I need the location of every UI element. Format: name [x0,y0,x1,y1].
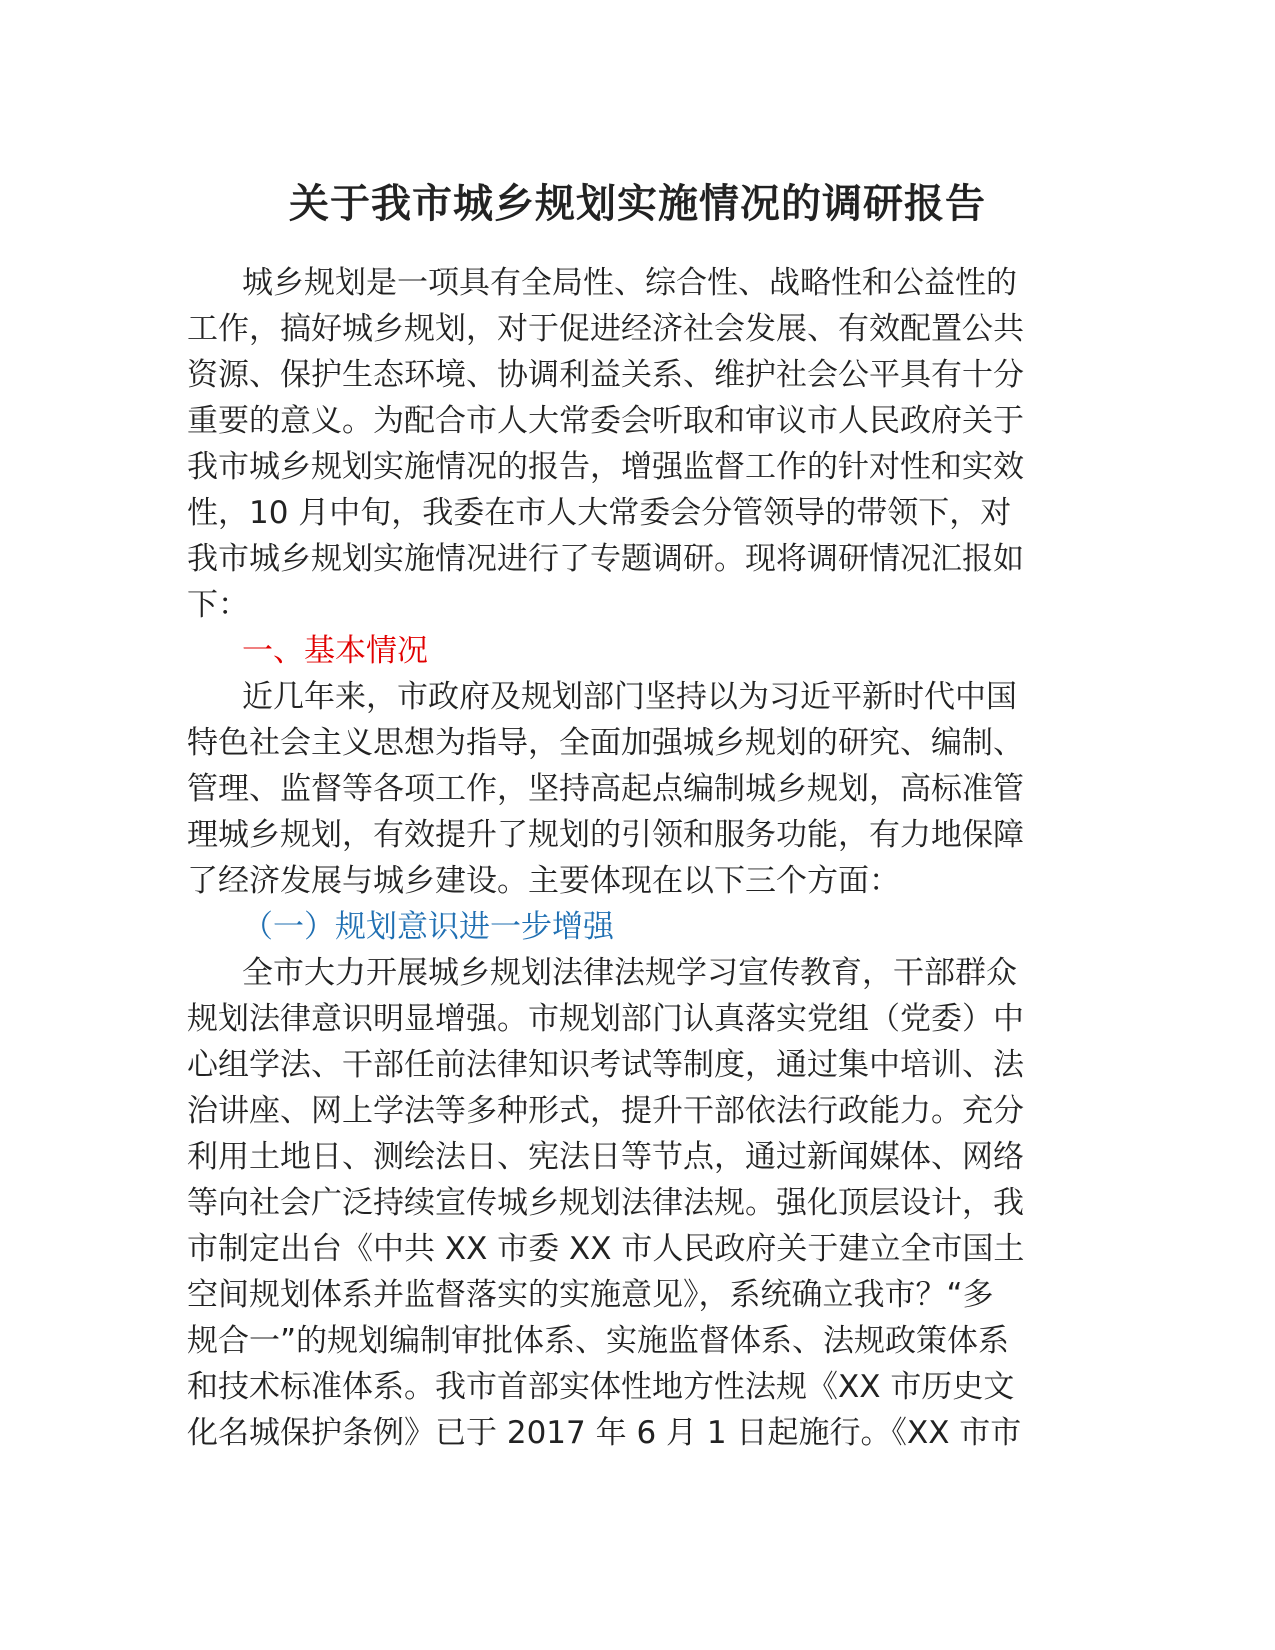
document-body [187,260,1087,1456]
paragraph-line: 利用土地日、测绘法日、宪法日等节点，通过新闻媒体、网络 [187,1139,1024,1175]
paragraph-line: 规合一”的规划编制审批体系、实施监督体系、法规政策体系 [187,1323,1010,1359]
subsection-heading: （一）规划意识进一步增强 [242,909,614,945]
paragraph-line: 性，10 月中旬，我委在市人大常委会分管领导的带领下，对 [187,495,1012,531]
paragraph-line: 化名城保护条例》已于 2017 年 6 月 1 日起施行。《XX 市市 [187,1415,1022,1451]
section-heading: 一、基本情况 [242,633,428,669]
paragraph-line: 我市城乡规划实施情况进行了专题调研。现将调研情况汇报如 [187,541,1024,577]
paragraph-line: 重要的意义。为配合市人大常委会听取和审议市人民政府关于 [187,403,1024,439]
paragraph-line: 我市城乡规划实施情况的报告，增强监督工作的针对性和实效 [187,449,1024,485]
paragraph-line: 理城乡规划，有效提升了规划的引领和服务功能，有力地保障 [187,817,1024,853]
paragraph-line: 治讲座、网上学法等多种形式，提升干部依法行政能力。充分 [187,1093,1024,1129]
paragraph-line: 全市大力开展城乡规划法律法规学习宣传教育，干部群众 [242,955,1017,991]
paragraph-line: 资源、保护生态环境、协调利益关系、维护社会公平具有十分 [187,357,1024,393]
paragraph-line: 空间规划体系并监督落实的实施意见》，系统确立我市？“多 [187,1277,994,1313]
paragraph-line: 和技术标准体系。我市首部实体性地方性法规《XX 市历史文 [187,1369,1015,1405]
paragraph-line: 市制定出台《中共 XX 市委 XX 市人民政府关于建立全市国土 [187,1231,1025,1267]
paragraph-line: 特色社会主义思想为指导，全面加强城乡规划的研究、编制、 [187,725,1024,761]
document-title: 关于我市城乡规划实施情况的调研报告 [289,181,986,227]
paragraph-line: 城乡规划是一项具有全局性、综合性、战略性和公益性的 [242,265,1017,301]
paragraph-line: 管理、监督等各项工作，坚持高起点编制城乡规划，高标准管 [187,771,1024,807]
paragraph-line: 了经济发展与城乡建设。主要体现在以下三个方面： [187,863,900,899]
paragraph-line: 近几年来，市政府及规划部门坚持以为习近平新时代中国 [242,679,1017,715]
paragraph-line: 工作，搞好城乡规划，对于促进经济社会发展、有效配置公共 [187,311,1024,347]
paragraph-line: 心组学法、干部任前法律知识考试等制度，通过集中培训、法 [187,1047,1024,1083]
paragraph-line: 下： [187,587,249,623]
paragraph-line: 规划法律意识明显增强。市规划部门认真落实党组（党委）中 [187,1001,1024,1037]
paragraph-line: 等向社会广泛持续宣传城乡规划法律法规。强化顶层设计，我 [187,1185,1024,1221]
